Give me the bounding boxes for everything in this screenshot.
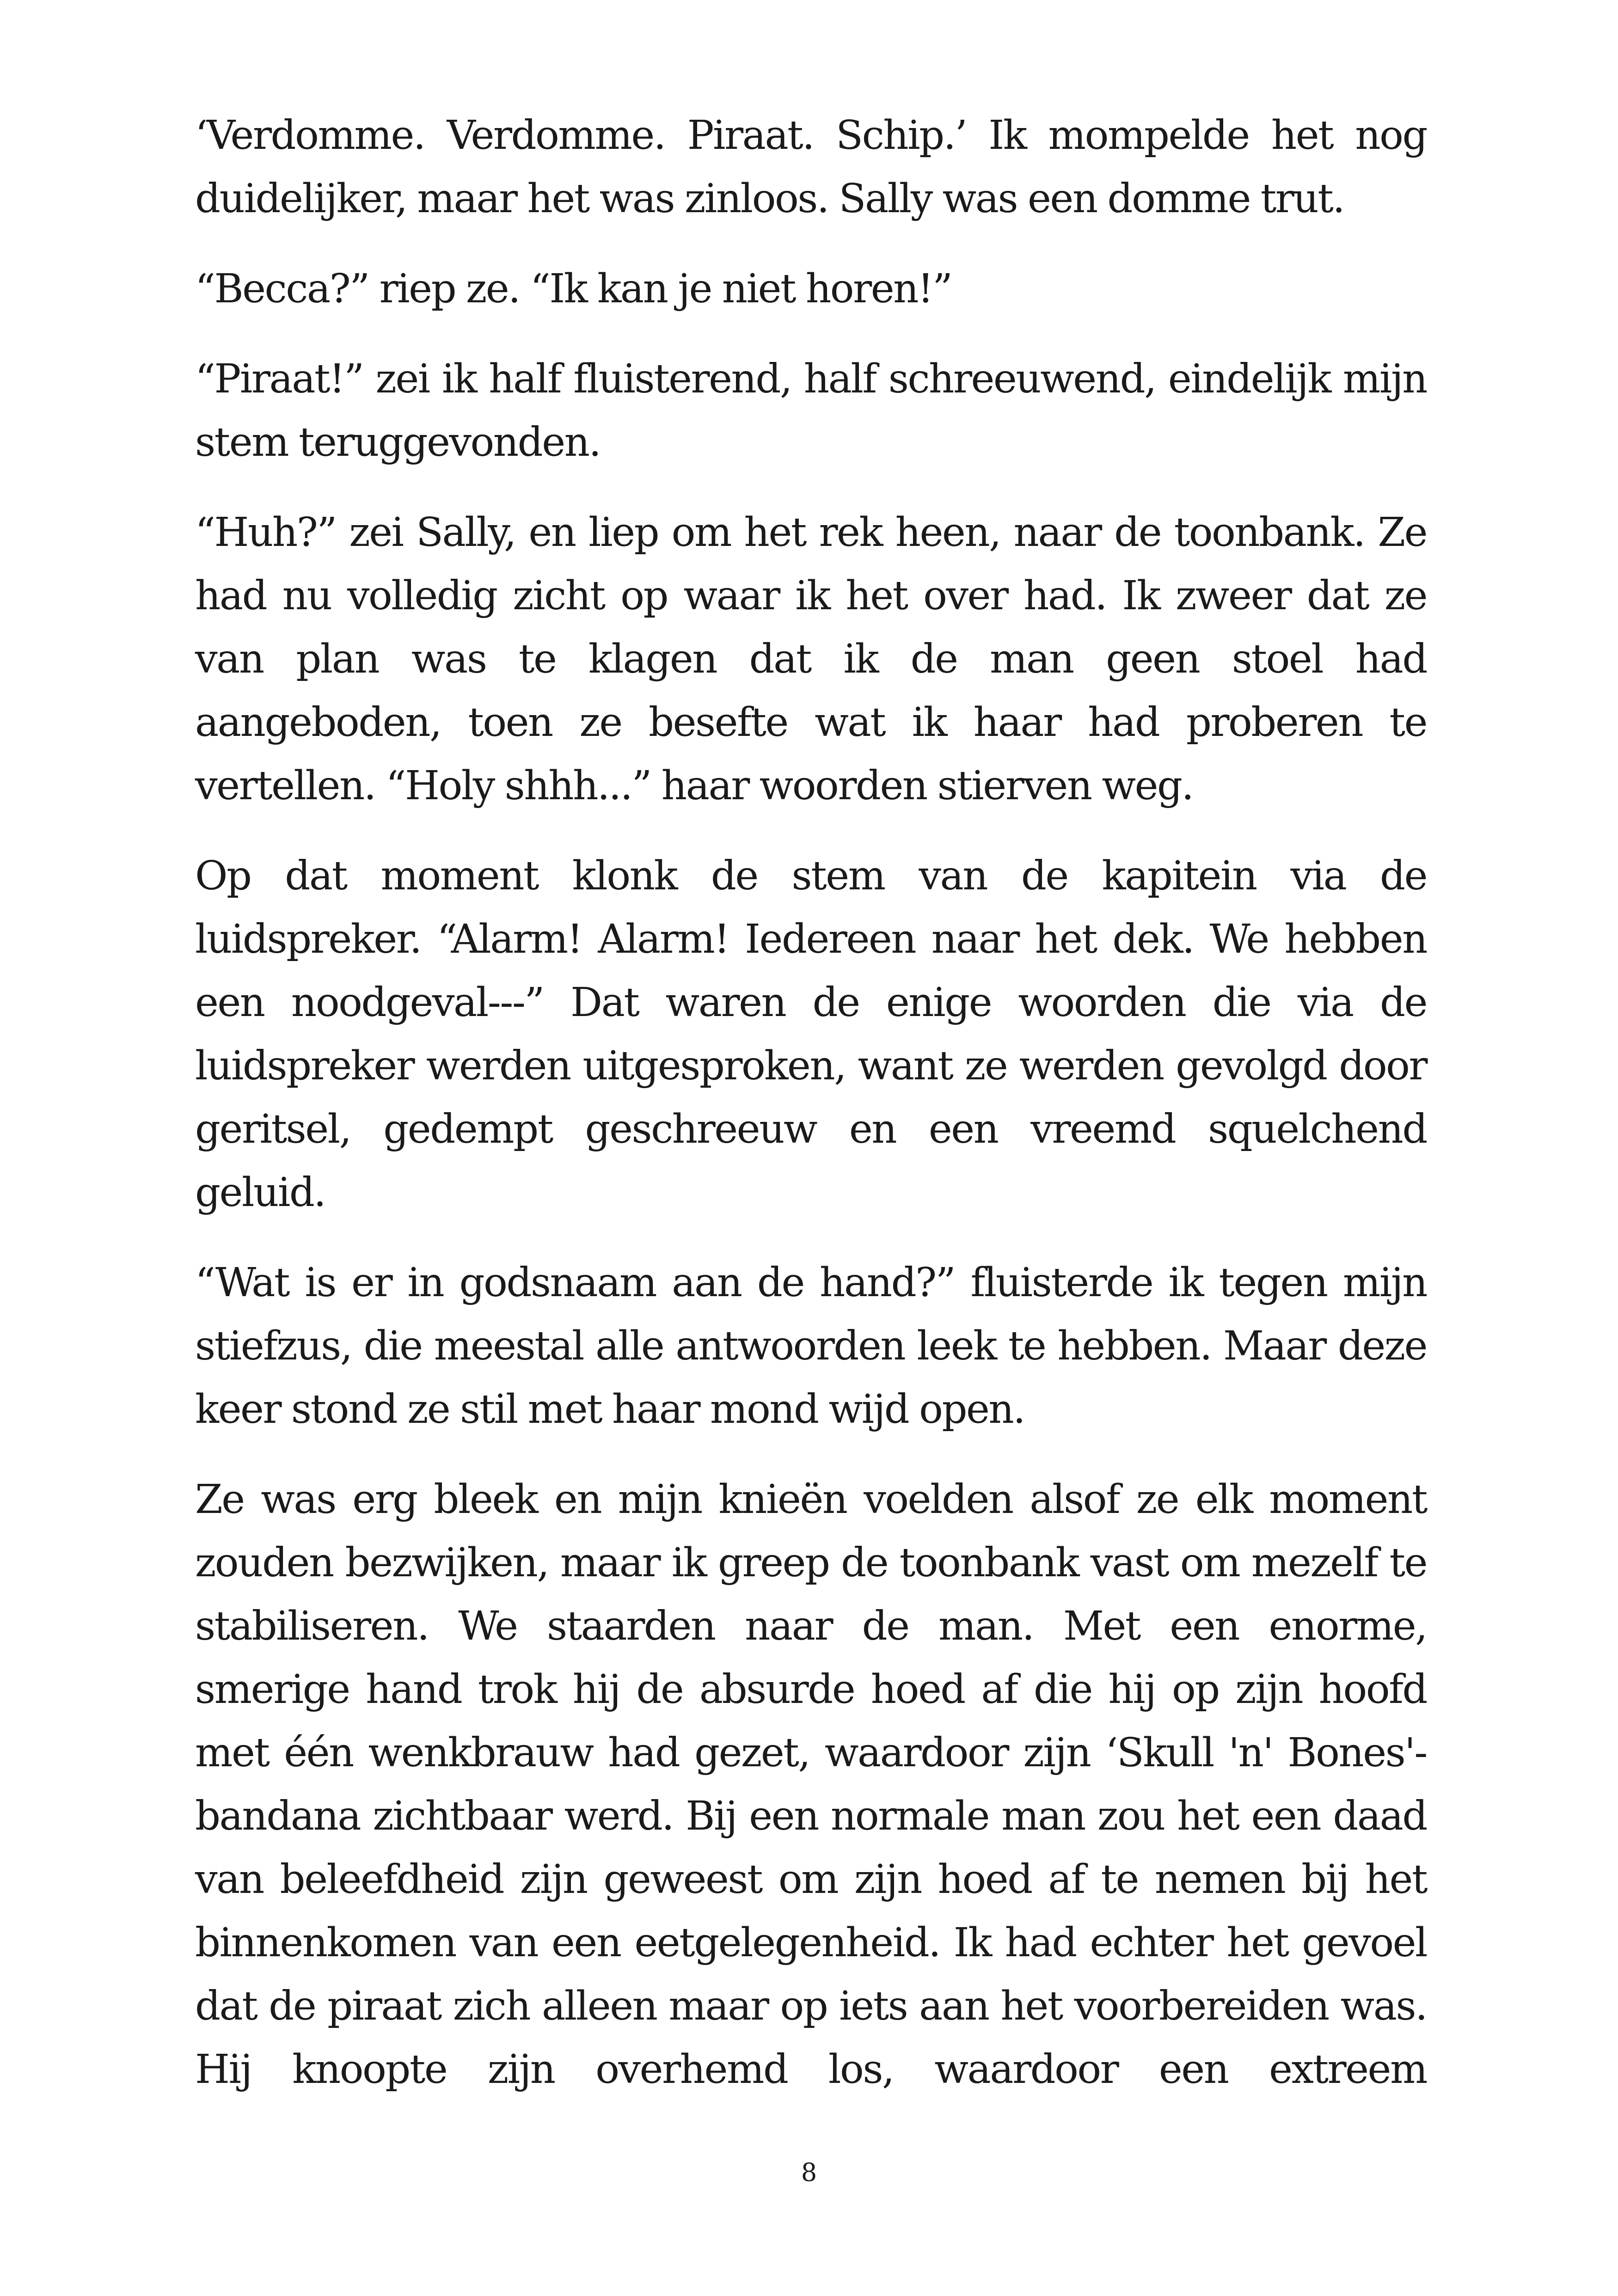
paragraph: Op dat moment klonk de stem van de kapitein via de luidspreker. “Alarm! Alarm! Iedereen naar het dek. We hebben een noodgeval---” Dat waren de enige woorden die via de luidspreker werden uitgesproken, want ze werden gevolgd door geritsel, gedempt geschreeuw en een vreemd squelchend geluid. [195, 853, 1427, 1216]
paragraph: “Wat is er in godsnaam aan de hand?” fluisterde ik tegen mijn stiefzus, die meestal alle antwoorden leek te hebben. Maar deze keer stond ze stil met haar mond wijd open. [195, 1260, 1427, 1433]
paragraph: “Piraat!” zei ik half fluisterend, half schreeuwend, eindelijk mijn stem teruggevonden. [195, 356, 1427, 465]
page-number: 8 [801, 2158, 817, 2187]
paragraph: ‘Verdomme. Verdomme. Piraat. Schip.’ Ik mompelde het nog duidelijker, maar het was zinloos. Sally was een domme trut. [195, 112, 1427, 222]
body-text [195, 104, 1427, 2101]
paragraph: Ze was erg bleek en mijn knieën voelden alsof ze elk moment zouden bezwijken, maar ik greep de toonbank vast om mezelf te stabiliseren. We staarden naar de man. Met een enorme, smerige hand trok hij de absurde hoed af die hij op zijn hoofd met één wenkbrauw had gezet, waardoor zijn ‘Skull 'n' Bones'-bandana zichtbaar werd. Bij een normale man zou het een daad van beleefdheid zijn geweest om zijn hoed af te nemen bij het binnenkomen van een eetgelegenheid. Ik had echter het gevoel dat de piraat zich alleen maar op iets aan het voorbereiden was. Hij knoopte zijn overhemd los, waardoor een extreem [195, 1476, 1427, 2093]
paragraph: “Becca?” riep ze. “Ik kan je niet horen!” [195, 266, 952, 312]
paragraph: “Huh?” zei Sally, en liep om het rek heen, naar de toonbank. Ze had nu volledig zicht op waar ik het over had. Ik zweer dat ze van plan was te klagen dat ik de man geen stoel had aangeboden, toen ze besefte wat ik haar had proberen te vertellen. “Holy shhh...” haar woorden stierven weg. [195, 509, 1427, 809]
